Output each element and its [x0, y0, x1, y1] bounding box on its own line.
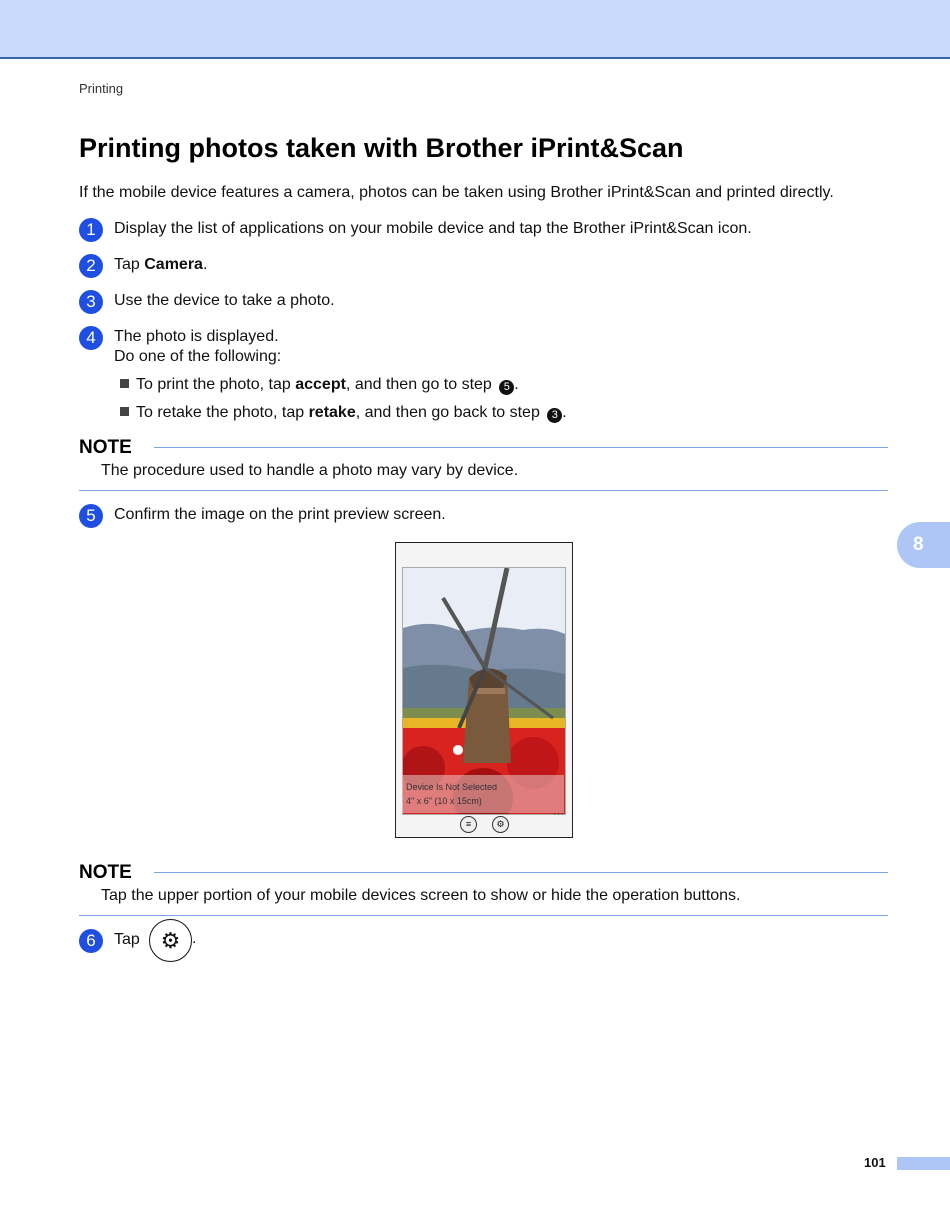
top-header-band: [0, 0, 950, 59]
step-text: Display the list of applications on your mobile device and tap the Brother iPrint&Scan icon.: [114, 220, 752, 237]
more-options-icon: ⋯: [553, 808, 564, 820]
paper-size-text: 4" x 6" (10 x 15cm): [406, 796, 482, 806]
bullet-text-post: , and then go back to step: [355, 404, 545, 421]
print-preview-screenshot: [395, 542, 573, 838]
settings-gear-icon: ⚙: [149, 919, 192, 962]
note-text: The procedure used to handle a photo may vary by device.: [101, 462, 519, 479]
running-head: Printing: [79, 81, 124, 96]
bullet-item-retake: [120, 404, 567, 423]
step-text-pre: Tap: [114, 256, 145, 273]
note-bottom-rule: [79, 490, 888, 491]
step-ref-badge: 3: [547, 408, 562, 423]
step-number-badge: 4: [79, 326, 103, 350]
step-number-badge: 5: [79, 504, 103, 528]
bullet-text-pre: To print the photo, tap: [136, 376, 296, 393]
step-number-badge: 3: [79, 290, 103, 314]
step-number-badge: 6: [79, 929, 103, 953]
bullet-text-bold: retake: [308, 404, 356, 421]
step-text: Confirm the image on the print preview screen.: [114, 506, 446, 523]
note-text: Tap the upper portion of your mobile devices screen to show or hide the operation buttons.: [101, 887, 741, 904]
step-text-line-1: The photo is displayed.: [114, 328, 279, 345]
page-title: Printing photos taken with Brother iPrint&Scan: [79, 133, 684, 163]
bullet-text-bold: accept: [295, 376, 346, 393]
step-text-post: .: [192, 930, 197, 947]
preview-info-overlay: [402, 775, 564, 813]
step-text-pre: Tap: [114, 931, 140, 948]
step-number-badge: 2: [79, 254, 103, 278]
bullet-square-icon: [120, 379, 129, 388]
note-bottom-rule: [79, 915, 888, 916]
note-heading: NOTE: [79, 862, 132, 883]
chapter-tab: 8: [897, 522, 950, 568]
device-status-text: Device Is Not Selected: [406, 782, 498, 792]
page-number: 101: [864, 1155, 886, 1170]
intro-paragraph: If the mobile device features a camera, photos can be taken using Brother iPrint&Scan and printed directly.: [79, 184, 834, 201]
bullet-text-pre: To retake the photo, tap: [136, 404, 309, 421]
step-text-post: .: [202, 256, 208, 273]
step-text-line-2: Do one of the following:: [114, 348, 282, 365]
note-top-rule: [154, 447, 888, 448]
step-text-bold: Camera: [144, 256, 203, 273]
page-tab-marker: [897, 1157, 950, 1170]
note-top-rule: [154, 872, 888, 873]
step-ref-badge: 5: [499, 380, 514, 395]
step-text: [114, 256, 207, 274]
bullet-text-post: , and then go to step: [345, 376, 497, 393]
bullet-square-icon: [120, 407, 129, 416]
step-number-badge: 1: [79, 218, 103, 242]
phone-bottom-bar: [396, 808, 572, 837]
bullet-item-accept: [120, 376, 519, 395]
settings-gear-icon: ⚙: [492, 816, 509, 833]
note-heading: NOTE: [79, 437, 132, 458]
bullet-text-end: .: [514, 376, 519, 393]
bullet-text-end: .: [562, 404, 567, 421]
print-preview-icon: ≡: [460, 816, 477, 833]
step-text: Use the device to take a photo.: [114, 292, 335, 309]
